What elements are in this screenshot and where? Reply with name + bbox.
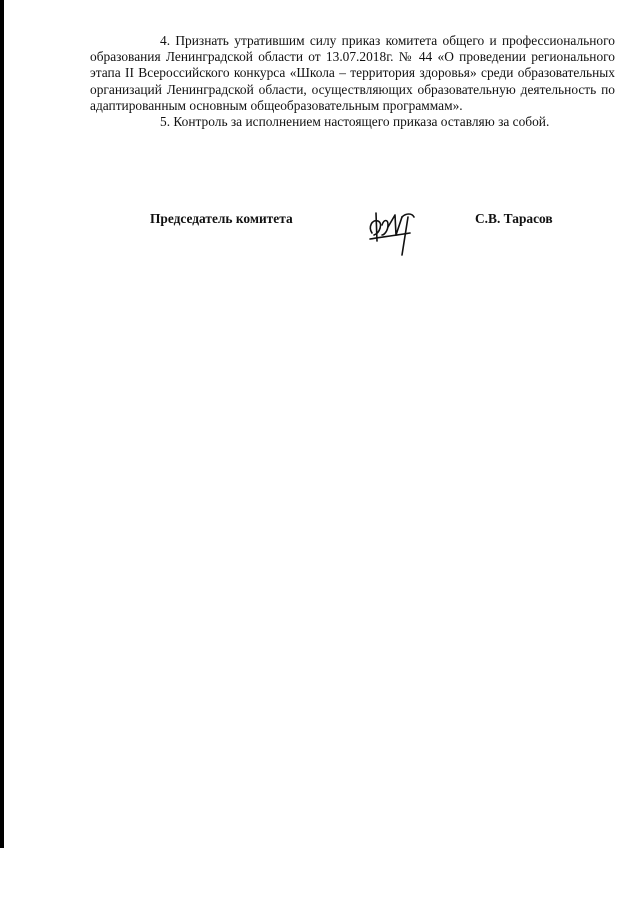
- item-number: 4.: [160, 33, 171, 48]
- handwritten-signature-icon: [362, 205, 422, 261]
- item-text: Признать утратившим силу приказ комитета общего и профессионального образования Ленинградской области от 13.07.2018г. № 44 «О проведении регионального этапа II Всероссийского конкурса «Школа – территория здоровья» среди образовательных организаций Ленинградской области, осуществляющих образовательную деятельность по адаптированным основным общеобразовательным программам».: [90, 33, 615, 113]
- list-item-5: [90, 114, 615, 130]
- signatory-title: Председатель комитета: [150, 211, 293, 226]
- document-body: [90, 33, 615, 130]
- signatory-name: С.В. Тарасов: [475, 211, 553, 226]
- signature-block: [0, 205, 640, 275]
- item-text: Контроль за исполнением настоящего приказа оставляю за собой.: [173, 114, 550, 130]
- list-item-4: [90, 33, 615, 114]
- scan-edge-border: [0, 0, 4, 848]
- item-number: 5.: [160, 114, 171, 130]
